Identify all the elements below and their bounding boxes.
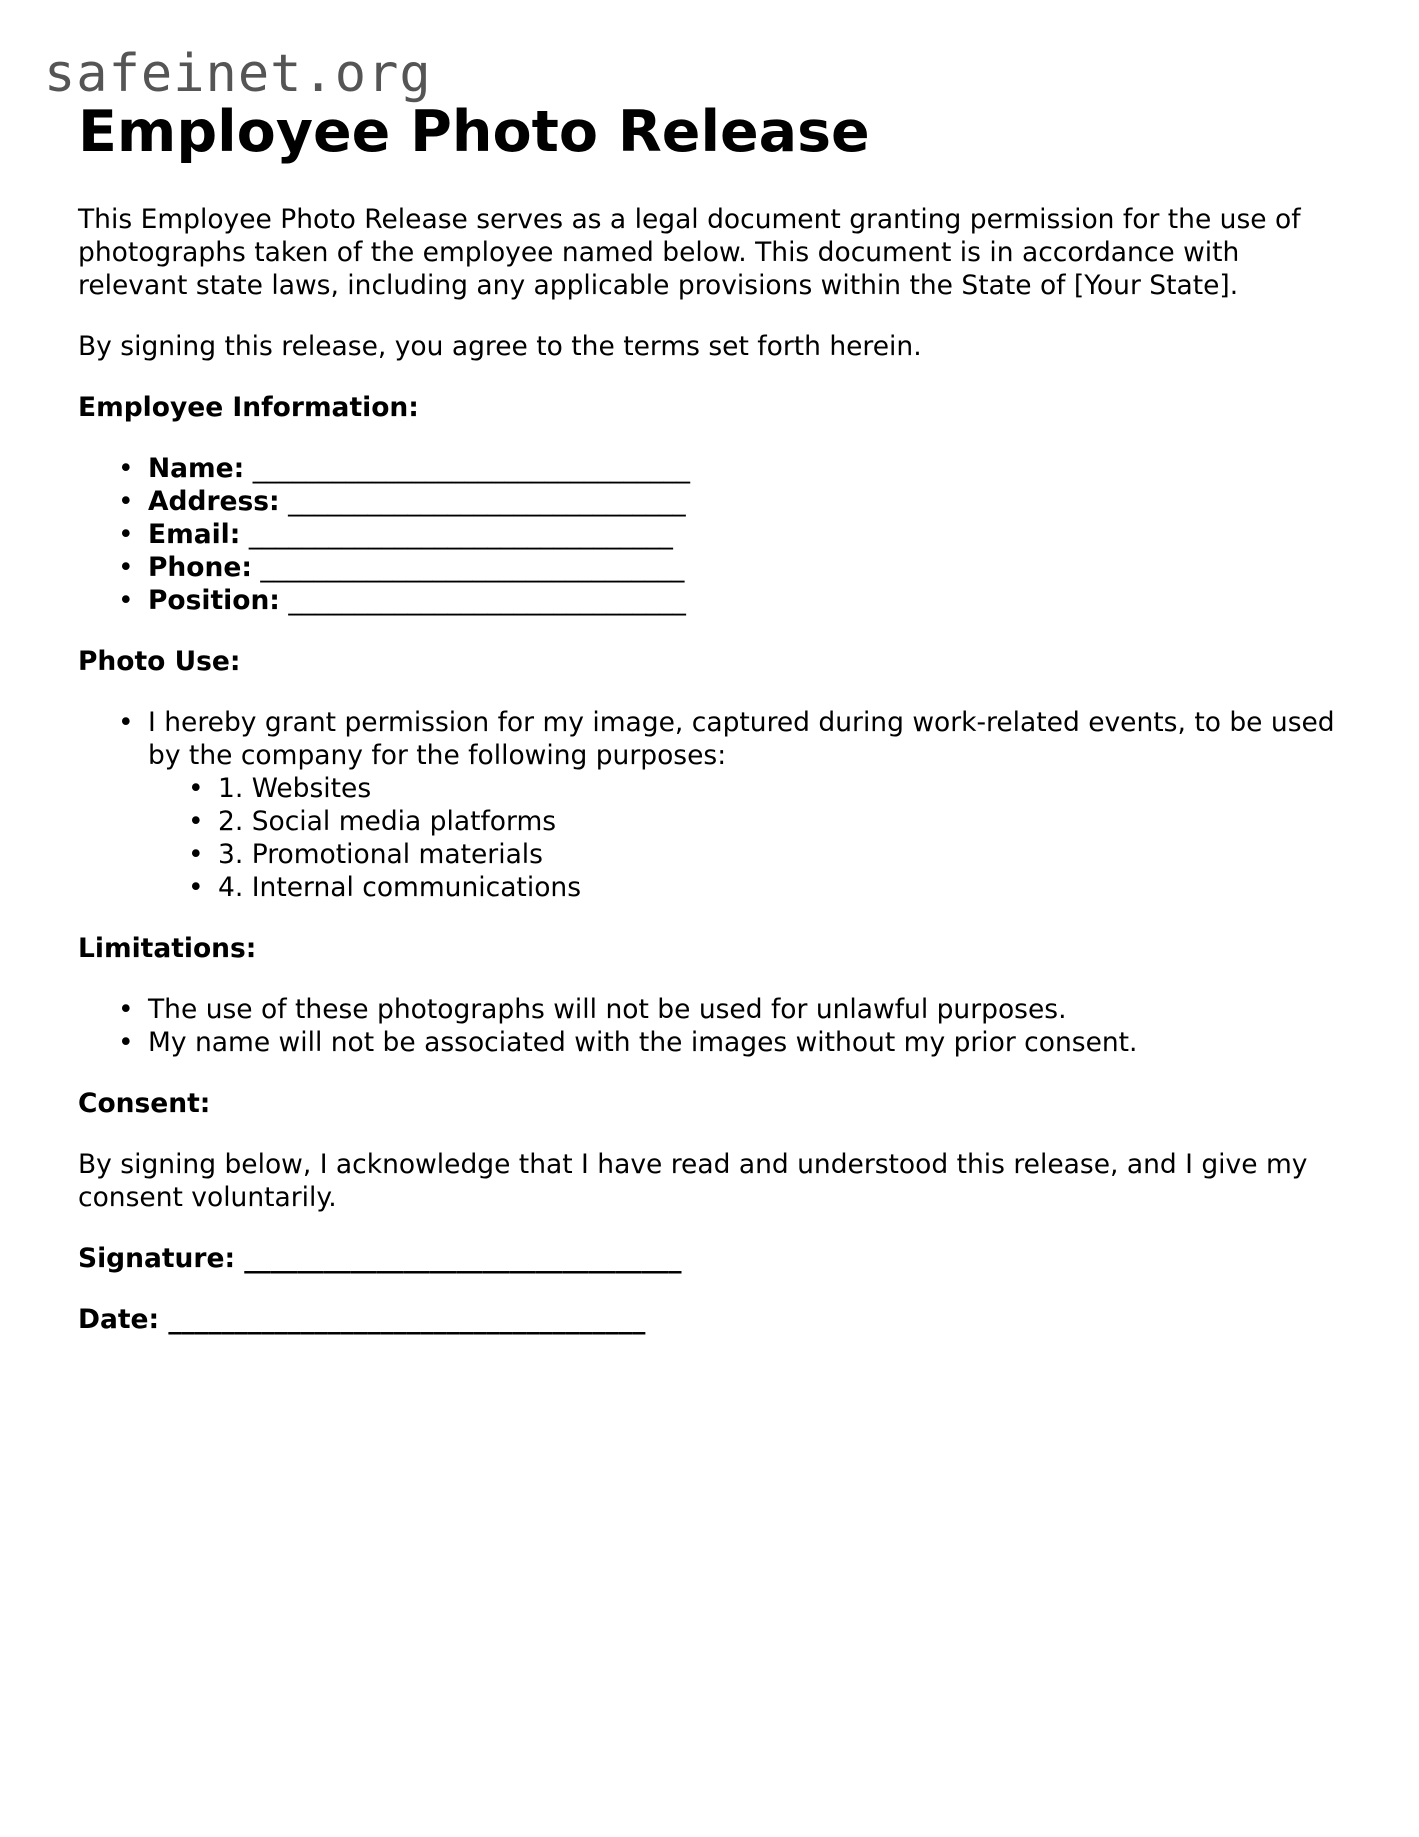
blank-line: ________________________________ xyxy=(248,519,673,550)
field-label: Address: xyxy=(148,486,280,517)
blank-line: ______________________________ xyxy=(288,486,686,517)
signature-label: Signature: xyxy=(78,1243,236,1274)
purpose-item: • 2. Social media platforms xyxy=(218,805,1348,838)
photo-use-list xyxy=(78,706,1348,904)
field-label: Name: xyxy=(148,453,245,484)
signature-line xyxy=(78,1242,1348,1275)
field-label: Email: xyxy=(148,519,241,550)
signature-blank: _________________________________ xyxy=(244,1243,682,1274)
consent-paragraph: By signing below, I acknowledge that I have read and understood this release, and I give my consent voluntarily. xyxy=(78,1149,1308,1213)
document-page xyxy=(78,96,1348,1336)
consent-heading: Consent: xyxy=(78,1088,211,1119)
field-phone xyxy=(148,551,1348,584)
purpose-item: • 1. Websites xyxy=(218,772,1348,805)
field-name xyxy=(148,452,1348,485)
purpose-item: • 3. Promotional materials xyxy=(218,838,1348,871)
intro-paragraph: This Employee Photo Release serves as a legal document granting permission for the use of photographs taken of the employee named below. This document is in accordance with relevant state laws, including any applicable provisions within the State of [Your State]. xyxy=(78,204,1301,301)
limitation-item: • My name will not be associated with the images without my prior consent. xyxy=(148,1026,1348,1059)
field-position xyxy=(148,584,1348,617)
agreement-paragraph: By signing this release, you agree to the terms set forth herein. xyxy=(78,331,922,362)
watermark: safeinet.org xyxy=(44,44,432,104)
date-line xyxy=(78,1303,1348,1336)
date-blank: ____________________________________ xyxy=(168,1304,646,1335)
field-address xyxy=(148,485,1348,518)
photo-use-statement-text: I hereby grant permission for my image, captured during work-related events, to be used by the company for the following purposes: xyxy=(148,707,1335,771)
blank-line: ________________________________ xyxy=(260,552,685,583)
blank-line: _________________________________ xyxy=(252,453,690,484)
employee-info-heading: Employee Information: xyxy=(78,392,419,423)
field-label: Position: xyxy=(148,585,280,616)
blank-line: ______________________________ xyxy=(288,585,686,616)
field-label: Phone: xyxy=(148,552,252,583)
field-email xyxy=(148,518,1348,551)
photo-use-heading: Photo Use: xyxy=(78,646,241,677)
purpose-item: • 4. Internal communications xyxy=(218,871,1348,904)
limitations-list xyxy=(78,993,1348,1059)
document-title: Employee Photo Release xyxy=(78,99,870,165)
purposes-list xyxy=(148,772,1348,904)
employee-info-list xyxy=(78,452,1348,617)
photo-use-statement xyxy=(148,706,1348,904)
limitation-item: • The use of these photographs will not be used for unlawful purposes. xyxy=(148,993,1348,1026)
limitations-heading: Limitations: xyxy=(78,933,257,964)
date-label: Date: xyxy=(78,1304,160,1335)
